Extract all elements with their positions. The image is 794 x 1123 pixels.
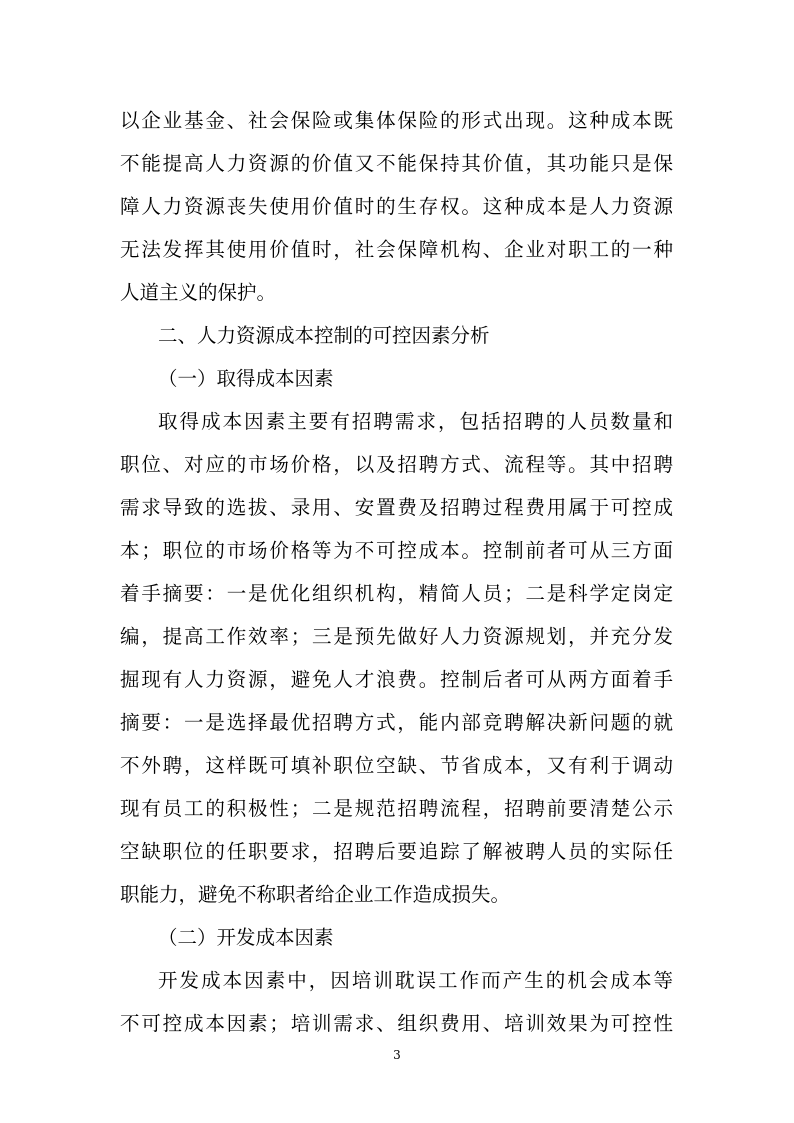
body-text-line: 以企业基金、社会保险或集体保险的形式出现。这种成本既 — [120, 109, 673, 132]
body-text-line: 不可控成本因素；培训需求、组织费用、培训效果为可控性 — [120, 1012, 673, 1035]
body-text-line: 编，提高工作效率；三是预先做好人力资源规划，并充分发 — [120, 625, 673, 648]
body-text-line: 职位、对应的市场价格，以及招聘方式、流程等。其中招聘 — [120, 453, 673, 476]
body-text-line: 空缺职位的任职要求，招聘后要追踪了解被聘人员的实际任 — [120, 840, 673, 863]
body-text-line: 不能提高人力资源的价值又不能保持其价值，其功能只是保 — [120, 152, 673, 175]
body-text-line: 掘现有人力资源，避免人才浪费。控制后者可从两方面着手 — [120, 668, 673, 691]
body-text-line: 人道主义的保护。 — [120, 281, 277, 304]
body-text-line: 开发成本因素中，因培训耽误工作而产生的机会成本等 — [158, 969, 673, 992]
body-text-line: 障人力资源丧失使用价值时的生存权。这种成本是人力资源 — [120, 195, 673, 218]
body-text-line: 不外聘，这样既可填补职位空缺、节省成本，又有利于调动 — [120, 754, 673, 777]
subsection-heading: （二）开发成本因素 — [158, 926, 334, 949]
page-number: 3 — [393, 1048, 401, 1062]
body-text-line: 取得成本因素主要有招聘需求，包括招聘的人员数量和 — [158, 410, 673, 433]
body-text-line: 现有员工的积极性；二是规范招聘流程，招聘前要清楚公示 — [120, 797, 673, 820]
body-text-line: 职能力，避免不称职者给企业工作造成损失。 — [120, 883, 511, 906]
body-text-line: 需求导致的选拔、录用、安置费及招聘过程费用属于可控成 — [120, 496, 673, 519]
section-heading: 二、人力资源成本控制的可控因素分析 — [158, 324, 490, 347]
subsection-heading: （一）取得成本因素 — [158, 367, 334, 390]
body-text-line: 无法发挥其使用价值时，社会保障机构、企业对职工的一种 — [120, 238, 673, 261]
body-text-line: 本；职位的市场价格等为不可控成本。控制前者可从三方面 — [120, 539, 673, 562]
body-text-line: 着手摘要：一是优化组织机构，精简人员；二是科学定岗定 — [120, 582, 673, 605]
body-text-line: 摘要：一是选择最优招聘方式，能内部竞聘解决新问题的就 — [120, 711, 673, 734]
